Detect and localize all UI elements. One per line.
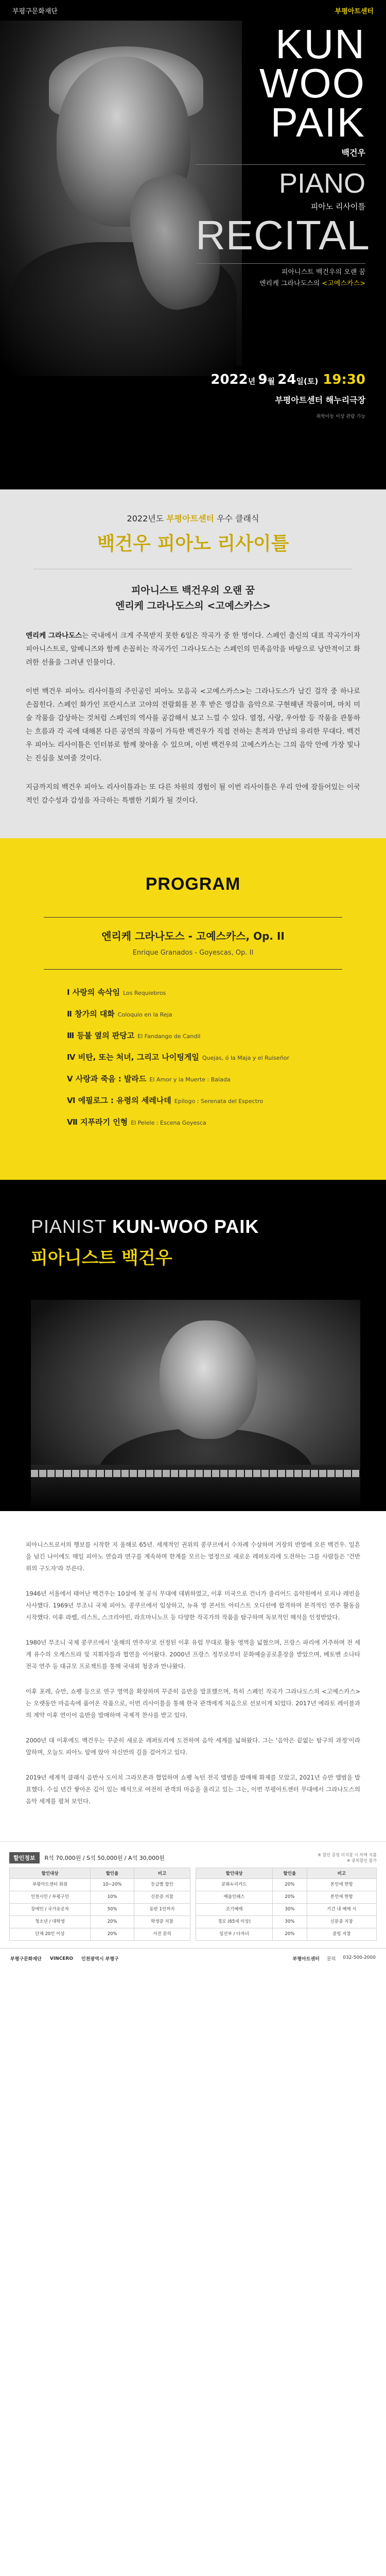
discount-badge: 할인정보 [9,1852,40,1863]
age-note: 취학아동 이상 관람 가능 [316,414,365,419]
table-cell: 20% [91,1928,134,1941]
table-row [10,1904,190,1916]
event-date-block [210,372,365,419]
table-row [10,1879,190,1891]
table-header: 할인율 [273,1868,307,1879]
discount-table-left [9,1868,190,1941]
sponsor-logos [10,1955,119,1962]
program-item [67,1069,355,1090]
name-ko: 백건우 [341,148,365,158]
sponsor-logo-2: VINCERO [49,1956,74,1961]
table-cell: 20% [91,1916,134,1928]
intro-paragraph-1 [26,629,360,669]
table-cell: 10~20% [91,1879,134,1891]
pianist-label-en: PIANIST [31,1216,107,1237]
table-header: 비고 [307,1868,376,1879]
intro-subhead-line-2: 엔리케 그라나도스의 <고예스카스> [115,600,271,612]
intro-tag-pre: 2022년도 [127,514,167,523]
table-row [10,1928,190,1941]
contact-phone[interactable]: 032-500-2000 [343,1955,376,1960]
program-item-ko: Ⅵ 에필로그 : 유령의 세레나데 [67,1096,171,1105]
sponsor-logo-3: 인천광역시 부평구 [81,1957,119,1962]
intro-subhead-line-1: 피아니스트 백건우의 오랜 꿈 [131,585,255,596]
table-header: 비고 [134,1868,190,1879]
hero-title-block [196,21,370,290]
table-cell: 장애인 / 국가유공자 [10,1904,91,1916]
table-cell: 문화누리카드 [196,1879,273,1891]
piano-label: PIANO [278,168,365,199]
table-cell: 등급별 할인 [134,1879,190,1891]
table-cell: 본인에 한함 [307,1879,376,1891]
date-month: 9 [258,372,268,387]
date-time: 19:30 [323,372,365,387]
table-cell: 청소년 / 대학생 [10,1916,91,1928]
discount-tables [9,1868,377,1941]
pianist-name-en-text: KUN-WOO PAIK [112,1216,259,1237]
name-en-line-2: WOO [259,60,365,106]
intro-section [0,489,386,838]
bio-paragraph-5: 2000년 대 이후에도 백건우는 꾸준히 새로운 레퍼토리에 도전하며 음악 세계를 넓혀왔다. 그는 '음악은 끝없는 탐구의 과정'이라 말하며, 오늘도 피아노 앞에 앉아 자신만의 길을 걸어가고 있다. [26,1737,360,1756]
bio-paragraph-1: 피아니스트로서의 행보를 시작한 지 올해로 65년. 세계적인 권위의 콩쿠르에서 수차례 수상하며 거장의 반열에 오른 백건우. 일흔을 넘긴 나이에도 매일 피아노 연습과 연구를 계속하며 한계를 모르는 열정으로 새로운 레퍼토리에 도전하는 그를 사람들은 '건반 위의 구도자'라 부른다. [26,1541,360,1572]
program-work-title: 엔리케 그라나도스 - 고예스카스, Op. II [101,930,285,942]
program-work-subtitle: Enrique Granados - Goyescas, Op. II [132,949,254,957]
program-item-ko: Ⅳ 비탄, 또는 처녀, 그리고 나이팅게일 [67,1053,199,1062]
table-cell: 신분증 지참 [307,1916,376,1928]
intro-paragraph-2: 이번 백건우 피아노 리사이틀의 주인공인 피아노 모음곡 <고예스카스>는 그라나도스가 남긴 걸작 중 하나로 손꼽힌다. 스페인 화가인 프란시스코 고야의 전람회를 본 후 받은 영감을 음악으로 구현해낸 작품이며, 마치 미술 작품을 감상하는 것처럼 스페인의 역사를 공감해서 보고 느낄 수 있다. 열정, 사랑, 우아함 등 작품을 관통하는 흐름과 각 곡에 대해본 다른 공연의 작품이 가득한 백건우가 직접 전하는 흔적과 만남의 유리한 무대다. 백건우 피아노 리사이틀은 인터뷰로 함께 찾아올 수 있으며, 이번 백건우의 고예스카스는 그의 음악 안에 가장 빛나는 진심을 보여줄 것이다. [26,687,360,762]
hero-subtitle-1: 피아니스트 백건우의 오랜 꿈 [281,268,365,276]
discount-header [9,1852,377,1863]
program-item [67,1004,355,1025]
hero-subtitle-2-text: 엔리케 그라나도스의 [259,280,322,287]
discount-info-section [0,1841,386,1948]
table-cell: 20% [273,1879,307,1891]
table-cell: 사전 문의 [134,1928,190,1941]
table-header: 할인율 [91,1868,134,1879]
discount-notes [318,1852,377,1863]
table-cell: 예술인패스 [196,1891,273,1904]
intro-tagline [26,512,360,524]
table-cell: 본인에 한함 [307,1891,376,1904]
discount-prices: R석 70,000원 / S석 50,000원 / A석 30,000원 [44,1855,165,1861]
table-cell: 기간 내 예매 시 [307,1904,376,1916]
intro-tag-post: 우수 클래식 [214,514,259,523]
name-en-line-3: PAIK [270,99,365,145]
discount-note-1: ※ 할인 증빙 미지참 시 차액 지불 [318,1853,377,1857]
program-heading: PROGRAM [145,874,241,894]
table-row [10,1916,190,1928]
hero-topbar [0,0,386,21]
table-cell: 신분증 지참 [134,1891,190,1904]
program-item-ko: Ⅴ 사랑과 죽음 : 발라드 [67,1074,147,1083]
intro-title: 백건우 피아노 리사이틀 [97,533,289,554]
program-item-en: Epílogo : Serenata del Espectro [174,1098,264,1105]
table-cell: 임산부 / 다자녀 [196,1928,273,1941]
artcenter-footer-logo: 부평아트센터 [292,1957,320,1962]
program-list [67,982,355,1133]
table-cell: 30% [273,1916,307,1928]
program-item-ko: Ⅰ 사랑의 속삭임 [67,988,120,997]
event-date: 2022년 9월 24일(토) 19:30 [210,372,365,387]
program-item-ko: Ⅱ 창가의 대화 [67,1009,115,1019]
program-section [0,838,386,1180]
divider [196,263,365,264]
program-item-ko: Ⅲ 등불 옆의 판당고 [67,1031,135,1040]
table-header: 할인대상 [10,1868,91,1879]
sponsor-logo-1: 부평구문화재단 [10,1957,42,1962]
table-cell: 학생증 지참 [134,1916,190,1928]
program-item [67,1047,355,1069]
table-cell: 조기예매 [196,1904,273,1916]
table-row [196,1879,377,1891]
program-item-en: Coloquio en la Reja [117,1011,172,1018]
program-item-en: El Fandango de Candil [137,1033,201,1040]
intro-p1-bold: 엔리케 그라나도스 [26,632,82,640]
table-cell: 50% [91,1904,134,1916]
bio-paragraph-2: 1946년 서울에서 태어난 백건우는 10살에 첫 공식 무대에 데뷔하였고, 이후 미국으로 건너가 줄리어드 음악원에서 로지나 레빈을 사사했다. 1969년 부조니 국제 피아노 콩쿠르에서 입상하고, 뉴욕 영 콘서트 아티스트 오디션에 합격하며 본격적인 연주 활동을 시작했다. 이후 라벨, 리스트, 스크리아빈, 라흐마니노프 등 다양한 작곡가의 작품을 탐구하며 독보적인 해석을 인정받았다. [26,1590,360,1621]
bio-paragraph-3: 1980년 부조니 국제 콩쿠르에서 '올해의 연주자'로 선정된 이후 유럽 무대로 활동 영역을 넓혔으며, 프랑스 파리에 거주하며 전 세계 유수의 오케스트라 및 지휘자들과 협연을 이어왔다. 2000년 프랑스 정부로부터 문화예술공로훈장을 받았으며, 베토벤 소나타 전곡 연주 등 대규모 프로젝트를 통해 국내외 청중과 만나왔다. [26,1639,360,1670]
table-cell: 동반 1인까지 [134,1904,190,1916]
artcenter-logo: 부평아트센터 [335,7,374,15]
discount-table-right [196,1868,377,1941]
intro-p1-text: 는 국내에서 크게 주목받지 못한 6일은 작곡가 중 한 명이다. 스페인 출신의 대표 작곡가이자 피아니스트로, 알베니즈와 함께 손꼽히는 작곡가인 그라나도스는 스페인의 민족음악을 바탕으로 낭만적이고 화려한 선율을 그려낸 인물이다. [26,632,360,667]
divider [44,917,342,918]
program-item-en: Los Requiebros [122,990,166,996]
recital-label: RECITAL [196,212,370,258]
photo-keys [31,1470,360,1477]
table-row [196,1904,377,1916]
event-venue: 부평아트센터 해누리극장 [275,395,365,405]
table-cell: 20% [273,1928,307,1941]
table-row [196,1891,377,1904]
intro-paragraph-3: 지금까지의 백건우 피아노 리사이틀과는 또 다른 차원의 경험이 될 이번 리사이틀은 우리 안에 잠들어있는 이국적인 감수성과 감성을 자극하는 특별한 기회가 될 것이다. [26,783,360,805]
program-item-ko: Ⅶ 지푸라기 인형 [67,1117,128,1127]
table-cell: 20% [273,1891,307,1904]
table-cell: 증빙 지참 [307,1928,376,1941]
date-year: 2022 [210,372,248,387]
divider [196,164,365,165]
program-item [67,1090,355,1112]
table-cell: 단체 20인 이상 [10,1928,91,1941]
table-header: 할인대상 [196,1868,273,1879]
table-cell: 10% [91,1891,134,1904]
contact-label: 문의 [326,1957,336,1962]
bio-paragraph-4: 이후 포레, 슈만, 쇼팽 등으로 연구 영역을 확장하며 꾸준히 음반을 발표했으며, 특히 스페인 작곡가 그라나도스의 <고예스카스>는 오랫동안 마음속에 품어온 작품으로, 이번 리사이틀을 통해 한국 관객에게 처음으로 선보이게 되었다. 2017년 에라토 레이블과의 계약 이후 연이어 음반을 발매하며 국제적 찬사를 받고 있다. [26,1688,360,1719]
program-item [67,982,355,1004]
pianist-name-en [31,1216,355,1238]
program-item-en: El Pelele : Escena Goyesca [131,1120,206,1126]
contact-info [293,1955,376,1962]
date-dow: (토) [303,377,319,386]
program-item-en: El Amor y la Muerte : Balada [149,1076,231,1083]
program-item [67,1112,355,1133]
bio-paragraph-6: 2019년 세계적 클래식 음반사 도이치 그라모폰과 협업하며 쇼팽 녹턴 전곡 앨범을 발매해 화제를 모았고, 2021년 슈만 앨범을 발표했다. 수십 년간 쌓아온 깊이 있는 해석으로 여전히 관객의 마음을 울리고 있는 그는, 이번 부평아트센터 무대에서 그라나도스의 음악 세계를 펼쳐 보인다. [26,1774,360,1805]
program-item [67,1025,355,1047]
footer [0,1948,386,1969]
org-logo: 부평구문화재단 [12,7,58,15]
program-item-en: Quejas, ó la Maja y el Ruiseñor [202,1055,290,1061]
biography-section [0,1511,386,1841]
hero-subtitle-2 [196,278,365,290]
photo-head [160,1320,257,1439]
table-cell: 경로 (65세 이상) [196,1916,273,1928]
table-row [196,1916,377,1928]
intro-subhead [26,583,360,614]
table-row [196,1928,377,1941]
table-cell: 인천시민 / 부평구민 [10,1891,91,1904]
divider [44,969,342,970]
table-cell: 30% [273,1904,307,1916]
table-row [10,1891,190,1904]
hero-poster [0,0,386,489]
name-en-line-1: KUN [275,21,365,67]
hero-subtitle-2-highlight: <고예스카스> [322,280,365,287]
intro-tag-highlight: 부평아트센터 [166,514,214,523]
discount-note-2: ※ 중복할인 불가 [346,1858,377,1863]
date-day: 24 [277,372,296,387]
piano-label-ko: 피아노 리사이틀 [310,202,365,211]
table-cell: 부평아트센터 회원 [10,1879,91,1891]
pianist-photo [31,1300,360,1511]
pianist-name-ko: 피아니스트 백건우 [31,1248,172,1268]
pianist-section [0,1180,386,1511]
